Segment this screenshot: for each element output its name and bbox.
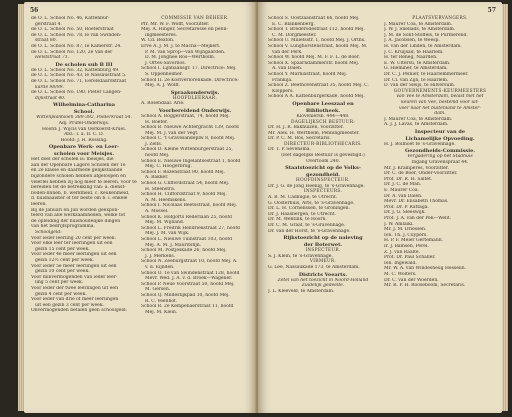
section-heading: De scholen sub B III — [55, 61, 113, 68]
text-line: Mej. M. Klein. — [145, 309, 178, 315]
text-line: Hoofd: J. H. Rossing. — [60, 137, 108, 143]
text-line: G. Hieminer, te Amsterdam. — [384, 66, 448, 72]
text-line: leeren. — [31, 202, 47, 208]
text-line: School X. Spaarndammerstr. hoofd Mej. — [268, 60, 360, 66]
text-line: Dr. C. van der Woerden. — [384, 277, 439, 283]
text-line: School K. Hofgorts Rederlaan 25, hoofd — [141, 214, 232, 220]
text-line: Dr. van der Horst, te 's-Gravenhage. — [268, 228, 351, 234]
text-line: A. B. M. Cadkugie, te Utrecht. — [268, 195, 338, 201]
text-line: Dr. P. C. M. Bos, Secretaris. — [268, 136, 331, 142]
text-line: J. J. Merkens. — [145, 253, 176, 259]
text-line: H. Steenstra. — [145, 186, 176, 192]
text-line: School L. Nieuwe Tuinstraat 103, hoofd — [141, 236, 232, 242]
page-number-left: 56 — [30, 7, 39, 14]
text-line: keuren van Vee, bestemd voor uit- — [400, 99, 480, 105]
text-line: gezin 12½ cent per week. — [35, 257, 94, 263]
section-heading: DIRECTEUR-BIBLIOTHECARIS. — [284, 141, 362, 147]
text-line: Wittenplantsoen 389-392, Polderkraat 54. — [36, 115, 132, 121]
text-line: v. d. Eijnden. — [145, 264, 175, 270]
text-line: Kloveniersb. 444—448. — [296, 113, 350, 119]
section-heading: scholen voor Meisjes. — [53, 151, 115, 158]
right-page — [258, 2, 502, 413]
right-page-column-2 — [384, 16, 496, 289]
text-line: Mr. R. P. H. Rooseboom, Secretaris. — [384, 283, 466, 289]
text-line: E. W. Ultersu, te Amsterdam. — [384, 60, 451, 66]
text-line: van het bedrijfsprogramma. — [31, 224, 95, 230]
text-line: Voor minvermogenden van ieder leer- — [31, 274, 118, 280]
text-line: de O. L. School No. 43, le Nassaustraat 5. — [31, 73, 127, 79]
text-line: W. Cd. Beaton. — [141, 38, 175, 44]
text-line: School E. Nieuwe Ingelantsestraat 1, hoofd — [141, 158, 241, 164]
text-line: Dr. J. G. Sleeswijk. — [384, 210, 426, 216]
text-line: M. C. Wolters. — [384, 271, 417, 277]
text-line: Mej. A. J. Wolff. — [145, 83, 180, 89]
section-heading: Inspecteur van de — [414, 128, 466, 135]
text-line: J. Maurer Coa, te Amsterdam. — [384, 21, 453, 27]
section-heading: HOOFDINSPECTEUR. — [296, 178, 350, 184]
text-line: J. W. J. Snellads, te Amsterdam. — [384, 27, 456, 33]
text-line: School B. Nieuwe Achtergracht 139, hoofd — [141, 125, 239, 131]
text-line: Ion. Th. J. Cuypers. — [384, 232, 428, 238]
text-line: Mej. J. M. van Wijk. — [145, 231, 190, 237]
text-line: aan der Openbare Lagere Scholen der 1e — [31, 162, 126, 168]
text-line: Erve A. J. M. J. te Macha—Mejkert. — [141, 43, 221, 49]
text-line: School W. hoofd Mej. M. F. F. L. de Boer. — [268, 55, 360, 61]
text-line: Dr. C. J. Pelnier, te Haarlemmermeer. — [384, 71, 469, 77]
right-page-column-1 — [268, 16, 378, 294]
section-heading: INSPECTEUR. — [305, 248, 341, 254]
text-line: gezin 10 cent per week. — [35, 269, 90, 275]
text-line: Ion. Ingewald. — [384, 260, 417, 266]
text-line: School A. Roggerstraat, 74, hoofd Mej. — [141, 113, 230, 119]
text-line: Kloppers. — [272, 88, 294, 94]
text-line: A. J. J. Lavas, te Amsterdam. — [384, 122, 449, 128]
text-line: karde 98/99. — [35, 84, 64, 90]
section-heading: der Boterwet. — [303, 242, 343, 249]
text-line: P. M. van Sprop—van Wijngaarden. — [145, 49, 226, 55]
text-line: H. P. F. Meier Gertemann. — [384, 238, 444, 244]
text-line: Helststraat 71. — [35, 55, 70, 61]
text-line: E. Maurer Coa. — [384, 188, 419, 194]
text-line: Voor ieder 5e meer leerlingen uit een — [31, 263, 117, 269]
text-line: bereiden tot de betrekking van: a. dienst- — [31, 185, 126, 191]
text-line: Zuidelijk gedeelte. — [301, 283, 345, 289]
text-line: School O. 1e van Swindenstraat 128, hoofd — [141, 270, 240, 276]
text-line: S. J. Klein, te 's-Gravenhage. — [268, 253, 333, 259]
section-heading: VIRMEUR. — [309, 259, 337, 265]
text-line: Dr. Cl. van Zijn, te Haarlem. — [384, 77, 449, 83]
section-heading: Voorbereidend Onderwijs. — [158, 107, 232, 114]
text-line: Mej. M. Wijnand. — [145, 220, 185, 226]
text-line: uit een gezin 3 cent per week. — [35, 302, 104, 308]
text-line: School T. Brederodestraat 112, hoofd Mej. — [268, 27, 365, 33]
text-line: A. M. Heemskens. — [145, 197, 187, 203]
text-line: A. Rosendaal. Arie. — [141, 101, 185, 107]
text-line: Ingang Gravenspraaf 44. — [411, 160, 469, 166]
text-line: Vergadering op het Stadhuis — [407, 154, 473, 160]
text-line: J. Zeits. — [145, 141, 163, 147]
text-line: School C. 't Gravesandeplw 8, hoofd Mej. — [141, 136, 236, 142]
text-line: velerlei hebben zij nog meer te leeren, voor te — [31, 179, 137, 185]
text-line: Mr. J. M. Driessen. — [384, 227, 427, 233]
text-line: School H. Cliffordstraat 9, hoofd Mej. — [141, 192, 227, 198]
text-line: straat 80. — [35, 38, 58, 44]
text-line: School D. Kleine Wittenburgerstraat 25, — [141, 147, 233, 153]
text-line: Z. J. van Raalte. — [384, 249, 420, 255]
text-line: Prof. Dr. P. Rattaga. — [384, 204, 429, 210]
text-line: Afd.: I. a. II. C. D. — [64, 132, 104, 138]
text-line: voer naar het buitenland te Amster- — [399, 105, 481, 111]
section-heading: Rijkstoezicht op de naleving — [283, 235, 363, 242]
text-line: de O. L. School No. 190, Pieter Langen- — [31, 90, 122, 96]
text-line: C. M. Dorgmeester. — [272, 32, 317, 38]
section-heading: Lichamelijke Opvoeding. — [405, 135, 475, 142]
text-line: H. Boeter. — [145, 119, 169, 125]
text-line: A. Mossel. — [145, 209, 169, 214]
section-heading: Districts Veearts. — [298, 271, 348, 278]
text-line: J. M. de Sont-Stoffels, te Purmerend. — [384, 32, 468, 38]
text-line: dijkstraat 40. — [35, 95, 66, 101]
text-line: boden-linnen, b. werkmeid, c. keukenmeid, — [31, 190, 130, 196]
text-line: Onvermogenden betalen geen schoolgeld. — [31, 308, 128, 314]
text-line: School Q. Mildestijkpad 10, hoofd Mej. — [141, 292, 230, 298]
text-line: Mej. A. M. J. Mauritsfijn. — [145, 242, 202, 248]
section-heading: Gezondheids-Commissie. — [404, 148, 476, 155]
text-line: de opleiding der huishoudelijke dingen — [31, 218, 121, 224]
text-line: E. C. Blankenberg. — [272, 21, 315, 27]
text-line: J. Ortes-Savornos. — [145, 60, 186, 66]
text-line: Dr. T. P. Sevensma. — [268, 147, 311, 153]
text-line: en 2e klasse en daarmede gelijkstaande — [31, 168, 123, 174]
section-heading: Wilhelmina-Catharina — [53, 102, 115, 109]
page-edges-right — [502, 4, 508, 411]
text-line: Mevr. Dr. Elisabeth Thomas. — [384, 199, 449, 205]
text-line: van Vee te Amsterdam, belast met het — [396, 94, 484, 100]
text-line: de O. L. School No. 50, Roeterstraat — [31, 27, 114, 33]
text-line: dam. — [434, 111, 446, 117]
text-line: ling 5 cent per week. — [35, 280, 84, 286]
text-line: hoofd Mej. — [145, 153, 170, 159]
text-line: Voor ieder leerling 20 cent per week. — [31, 235, 117, 241]
text-line: School N. Zeeburgstraat 10, hoofd Mej. A. — [141, 259, 238, 265]
left-page-column-1 — [31, 16, 137, 314]
text-line: R. C. Veenhof. — [145, 298, 177, 304]
text-line: School V. Lunghorstenstraat, hoofd Mej. M. — [268, 43, 368, 49]
text-line: Dr. H. J. R. Bakhuizen, Voorzitter. — [268, 125, 344, 131]
text-line: S. Oppenheimer. — [145, 71, 183, 77]
text-line: M. Gersen. — [145, 287, 171, 293]
text-line: J. Maurer Coa, te Amsterdam. — [384, 116, 453, 122]
text-line: gezin 15 cent per week. — [35, 246, 90, 252]
text-line: School L. Fredrik Hendriekstraat 27, hoofd — [141, 225, 240, 231]
text-line: Mr. Alex. H. Wertheim, Penningmeester. — [268, 130, 360, 136]
text-line: School II. 2e Kostverlorenkade. Directrice: — [141, 77, 239, 83]
text-line: School R. 2e Kempenaerstraat 11, hoofd — [141, 304, 234, 310]
text-line: Dr. J. G. de Jong Heenig, te 's-Gravenhage. — [268, 183, 365, 189]
page-number-right: 57 — [487, 7, 496, 14]
text-line: Prof. Dr. Paul Schaller. — [384, 255, 436, 261]
text-line: School Y. Marnixstraat, hoofd Mej. — [268, 71, 348, 77]
text-line: A. Bakker. — [145, 175, 169, 181]
section-heading: DAGELIJKSCH BESTUUR: — [291, 119, 355, 125]
section-heading: School. — [73, 109, 95, 116]
text-line: de O. L. School No. 78, le van Swinden- — [31, 32, 122, 38]
text-line: de O. L. School No. 46, Kattenbur- — [31, 16, 110, 21]
section-heading: INSPECTEURS. — [303, 189, 343, 195]
text-line: Mej. M. J. van der Vegt. — [145, 130, 199, 136]
text-line: Voor ieder der twee leerlingen uit een — [31, 285, 118, 291]
section-heading: Openbare Leeszaal en — [292, 100, 354, 107]
text-line: School I. Nicolaas Beetsstraat, hoofd Mej. — [141, 203, 238, 209]
text-line: School P. Neue Voorstraat 50, hoofd Mej. — [141, 281, 235, 287]
text-line: School F. Rozenstraat 90, hoofd Mej. — [141, 169, 225, 175]
left-page — [24, 2, 256, 413]
text-line: Dr. M. Wentink, te Hoorn. — [268, 217, 327, 223]
section-heading: GOUVERNEMENTS-KEURMEESTERS — [393, 88, 487, 94]
section-heading: gezondheid. — [306, 172, 340, 179]
text-line: de O. L. School No. 71, Eerelsdaardstraat — [31, 78, 127, 84]
left-page-column-2 — [141, 16, 249, 315]
text-line: School I. Lijnbaansgr. 17. Directrice: Mej. — [141, 66, 237, 72]
text-line: gerstraat 4. — [35, 21, 62, 27]
text-line: School S. Oostzaanstraat 66, hoofd Mej. — [268, 16, 360, 21]
text-line: Mej. A. Hinger, Secretaresse en penn- — [141, 27, 228, 33]
text-line: Voor elke leer ter leerlingen uit een — [31, 241, 113, 247]
text-line: Mevr. Wed. J. A. v. d. Broek—Wagener. — [145, 276, 233, 282]
text-line: Dr. J. C. de Man. — [384, 182, 422, 188]
text-line: G. Lee, Nassaukade 173, te Amsterdam. — [268, 264, 360, 270]
text-line: bijzondere scholen hebben afgeloopen en — [31, 174, 126, 180]
text-line: de O. L. School No. 87, Ie Kamerstr. 24. — [31, 43, 122, 49]
text-line: teerd van alle werkzaamheden, welke tot — [31, 213, 126, 219]
text-line: Pfr. Mr. W. F. Wolff, Voorzitter. — [141, 21, 210, 27]
section-heading: COMMISSIE VAN BEHEER. — [161, 16, 229, 21]
section-heading: PLAATSVERVANGERS. — [412, 16, 468, 21]
text-line: H. van der Linden, te Amsterdam. — [384, 43, 462, 49]
text-line: van der Perk. — [272, 49, 303, 55]
section-heading: Openbare Werk- en Leer- — [48, 144, 120, 151]
text-line: Mej. C. Hoogerbrug. — [145, 164, 192, 170]
text-line: Dr. J. Haasbergen, te Utrecht. — [268, 211, 337, 217]
text-line: de O. L. School No. 120, 2e Van der — [31, 49, 113, 55]
text-line: (Het dagelijks Bestuur is gevestigd:) — [281, 153, 365, 159]
text-line: Dr. C. de Boer, Onder-Voorzitter. — [384, 171, 458, 177]
text-line: Prof. J. A. van der Pek—Went. — [384, 216, 452, 221]
text-line: d. huisnaaister of ter beste om b. i. enkele — [31, 196, 128, 202]
text-line: Hoofd: J. Wijcis van Oerkoerst-Kruel. — [41, 126, 127, 132]
text-line: D. van der Sleijs, te Hilversum. — [384, 83, 456, 89]
text-line: H. ter Reneg, Naarden. — [384, 55, 438, 61]
text-line: J. W. Amlaiki. — [384, 221, 414, 227]
text-line: Voor ieder van drie of meer leerlingen — [31, 297, 119, 303]
section-heading: Spraakonderwijs. — [170, 89, 220, 96]
text-line: J. L. Kleeveld, te Amsterdam. — [268, 288, 335, 294]
text-line: Zetel van het toezicht in Noord-Holland — [277, 277, 369, 283]
text-line: Ir. J. Bamsen, Perel. — [384, 243, 429, 249]
text-line: de O. L. School No. 32, Kattenburg 49. — [31, 67, 120, 73]
section-heading: Staatstoezicht op de Volks- — [285, 165, 361, 172]
text-line: A. van Dalen. — [272, 66, 303, 72]
text-line: D. M. Jonghee Rös—Wertholm. — [145, 55, 216, 61]
text-line: Bij de Januari en Juli worden geëxpon- — [31, 207, 119, 213]
text-line: Dr. A. van Dalen. — [384, 193, 423, 199]
text-line: J. A. Jacobsen, te Weesp. — [384, 38, 440, 44]
text-line: H. J. Bollhoet te 's-Gravenhage. — [384, 141, 456, 147]
text-line: Dr. L. H. Cornelissen, te Groningen. — [268, 206, 351, 212]
text-line: J. C. Kruijsad, te Haarlem. — [384, 49, 444, 55]
section-heading: HOOFDLEERAAR. — [172, 95, 218, 101]
text-line: Voor ieder 4e meer leerlingen uit een — [31, 252, 117, 258]
text-line: Adj. Prüfel-Onderwijs. — [58, 120, 110, 126]
text-line: Het doel der scholen is: meisjes, die — [31, 157, 114, 163]
text-line: Mr. J. Kramperes, Voorzitter. — [384, 165, 450, 171]
text-line: Overtoom 240. — [306, 158, 340, 164]
section-heading: Bibliotheek. — [305, 107, 341, 114]
text-line: School A A. Kattenburgerkade, hoofd Mej. — [268, 94, 365, 100]
text-line: Dr. C. M. Graaf, te 's-Gravenhage. — [268, 223, 346, 228]
text-line: School U. Milletsstr. 1, hoofd Mej. J. Orths. — [268, 38, 366, 44]
text-line: School G. Cliffordstraat 54, hoofd Mej. — [141, 181, 230, 187]
text-line: ingmeesteres. — [145, 32, 178, 38]
text-line: School Z. Beethovenstraat 35, hoofd Mej. C. — [268, 83, 369, 89]
text-line: Mr. W. A. van Windesheug Hesselin. — [384, 266, 467, 272]
text-line: School M. Postjeskade 26, hoofd Mej. — [141, 248, 227, 254]
text-line: G. Oosterhuis, Arts, te 's-Gravenhage. — [268, 200, 355, 206]
text-line: Schoolgeld: — [35, 230, 62, 235]
text-line: gezin 4 cent per week. — [35, 291, 87, 297]
text-line: Prof. Dr. R. H. Saltet. — [384, 176, 433, 182]
text-line: Frankija. — [272, 77, 293, 83]
